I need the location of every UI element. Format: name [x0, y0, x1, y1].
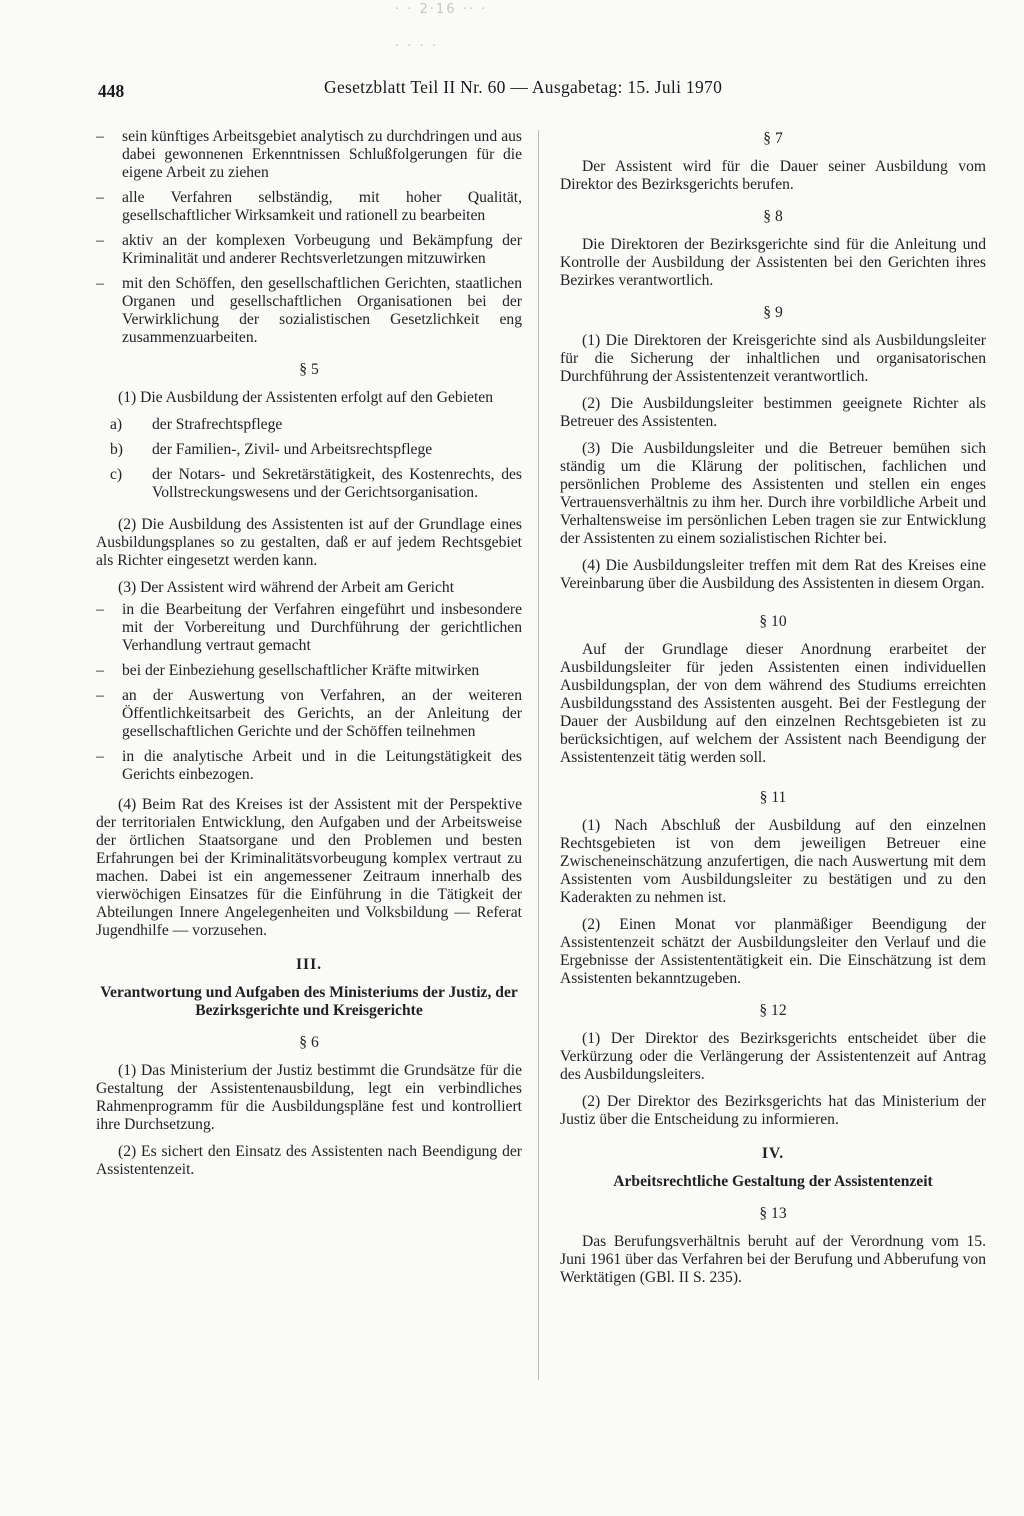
paragraph: Auf der Grundlage dieser Anordnung erarbeitet der Ausbildungsleiter für jeden Assistenten einen individuellen Ausbildungsplan, der von dem während des Studiums erreichten Ausbildungsstand des Assistenten ausgeht. Bei der Festlegung der Dauer der Ausbildung auf den einzelnen Rechtsgebieten ist zu berücksichtigen, auf welchem der Assistent nach Beendigung der Assistentenzeit tätig werden soll. [560, 641, 986, 766]
paragraph: (2) Die Ausbildung des Assistenten ist auf der Grundlage eines Ausbildungsplanes so zu gestalten, daß er auf jedem Rechtsgebiet als Richter eingesetzt werden kann. [96, 516, 522, 569]
list-item: – in die analytische Arbeit und in die Leitungstätigkeit des Gerichts einbezogen. [96, 748, 522, 784]
part-number: III. [295, 956, 323, 973]
list-item: – bei der Einbeziehung gesellschaftlicher Kräfte mitwirken [96, 662, 522, 680]
list-item: – sein künftiges Arbeitsgebiet analytisch zu durchdringen und aus dabei gewonnenen Erkenntnissen Schlußfolgerungen für die eigene Arbeit zu ziehen [96, 128, 522, 182]
section-heading: § 10 [759, 613, 787, 630]
list-item [96, 441, 522, 459]
section-heading: § 12 [759, 1002, 787, 1019]
paragraph: (2) Die Ausbildungsleiter bestimmen geeignete Richter als Betreuer des Assistenten. [560, 395, 986, 430]
paragraph: (3) Der Assistent wird während der Arbeit am Gericht [118, 579, 455, 596]
faint-stamp [395, 2, 545, 62]
stamp-line: · · 2·16 ·· · [395, 2, 488, 17]
paragraph: (4) Die Ausbildungsleiter treffen mit dem Rat des Kreises eine Vereinbarung über die Ausbildung des Assistenten in diesem Organ. [560, 557, 986, 592]
list-marker: b) [110, 441, 123, 458]
list-item [96, 466, 522, 502]
list-item [96, 416, 522, 434]
paragraph: Die Direktoren der Bezirksgerichte sind für die Anleitung und Kontrolle der Ausbildung der Assistenten bei den Gerichten ihres Bezirkes verantwortlich. [560, 236, 986, 289]
paragraph: (2) Einen Monat vor planmäßiger Beendigung der Assistentenzeit schätzt der Ausbildungsleiter den Verlauf und die Ergebnisse der Assistententätigkeit ein. Die Einschätzung ist dem Assistenten bekanntzugeben. [560, 916, 986, 987]
paragraph: (4) Beim Rat des Kreises ist der Assistent mit der Perspektive der territorialen Entwicklung, den Aufgaben und der Arbeitsweise der örtlichen Staatsorgane und den Problemen und besten Erfahrungen bei der Kriminalitätsvorbeugung komplex vertraut zu machen. Dabei ist ein angemessener Zeitraum innerhalb des vierwöchigen Einsatzes für die Einführung in die Tätigkeit der Abteilungen Innere Angelegenheiten und Volksbildung — Referat Jugendhilfe — vorzusehen. [96, 796, 522, 939]
section-heading: § 5 [299, 361, 319, 378]
section-heading: § 11 [759, 789, 787, 806]
right-column [560, 128, 986, 1296]
page-header [98, 77, 984, 105]
list-item-text: der Strafrechtspflege [152, 416, 283, 433]
list-item: – an der Auswertung von Verfahren, an der weiteren Öffentlichkeitsarbeit des Gerichts, an der Anleitung der gesellschaftlichen Gerichte und der Schöffen teilnehmen [96, 687, 522, 741]
paragraph: (1) Die Ausbildung der Assistenten erfolgt auf den Gebieten [118, 389, 494, 406]
section-heading: § 8 [763, 208, 783, 225]
section-heading: § 7 [763, 130, 783, 147]
list-item-text: der Familien-, Zivil- und Arbeitsrechtspflege [152, 441, 433, 458]
section-heading: § 9 [763, 304, 783, 321]
column-divider [538, 130, 539, 1380]
part-heading: Verantwortung und Aufgaben des Ministeriums der Justiz, der Bezirksgerichte und Kreisgerichte [100, 984, 518, 1019]
part-heading: Arbeitsrechtliche Gestaltung der Assistentenzeit [613, 1173, 933, 1190]
list-item-text: der Notars- und Sekretärstätigkeit, des Kostenrechts, des Vollstreckungswesens und der Gerichtsorganisation. [152, 466, 522, 501]
section-heading: § 6 [299, 1034, 319, 1051]
paragraph: Der Assistent wird für die Dauer seiner Ausbildung vom Direktor des Bezirksgerichts berufen. [560, 158, 986, 193]
list-item: – aktiv an der komplexen Vorbeugung und Bekämpfung der Kriminalität und anderer Rechtsverletzungen mitzuwirken [96, 232, 522, 268]
running-title: Gesetzblatt Teil II Nr. 60 — Ausgabetag: 15. Juli 1970 [324, 77, 723, 97]
paragraph: (2) Es sichert den Einsatz des Assistenten nach Beendigung der Assistentenzeit. [96, 1143, 522, 1178]
part-number: IV. [761, 1145, 785, 1162]
list-marker: a) [110, 416, 123, 433]
list-item: – in die Bearbeitung der Verfahren eingeführt und insbesondere mit der Vorbereitung und Durchführung der gerichtlichen Verhandlung vertraut gemacht [96, 601, 522, 655]
paragraph: (1) Die Direktoren der Kreisgerichte sind als Ausbildungsleiter für die Sicherung der inhaltlichen und organisatorischen Durchführung der Assistentenzeit verantwortlich. [560, 332, 986, 385]
page-number: 448 [98, 81, 125, 101]
stamp-line: · · · · [395, 39, 438, 54]
list-item: – mit den Schöffen, den gesellschaftlichen Gerichten, staatlichen Organen und gesellschaftlichen Organisationen bei der Verwirklichung der sozialistischen Gesetzlichkeit eng zusammenzuarbeiten. [96, 275, 522, 347]
list-item: – alle Verfahren selbständig, mit hoher Qualität, gesellschaftlicher Wirksamkeit und rationell zu bearbeiten [96, 189, 522, 225]
section-heading: § 13 [759, 1205, 787, 1222]
paragraph: (3) Die Ausbildungsleiter und die Betreuer bemühen sich ständig um die Klärung der politischen, fachlichen und persönlichen Probleme des Assistenten und stellen ein enges Vertrauensverhältnis zu ihm her. Durch ihre vorbildliche Arbeit und Verhaltensweise im persönlichen Leben tragen sie zur Entwicklung der Assistenten zu einem sozialistischen Richter bei. [560, 440, 986, 547]
left-column [96, 128, 522, 1188]
paragraph: (2) Der Direktor des Bezirksgerichts hat das Ministerium der Justiz über die Entscheidung zu informieren. [560, 1093, 986, 1128]
paragraph: (1) Das Ministerium der Justiz bestimmt die Grundsätze für die Gestaltung der Assistentenausbildung, legt ein verbindliches Rahmenprogramm für die Ausbildungspläne fest und kontrolliert ihre Durchsetzung. [96, 1062, 522, 1133]
list-marker: c) [110, 466, 123, 483]
paragraph: (1) Nach Abschluß der Ausbildung auf den einzelnen Rechtsgebieten ist von dem jeweiligen Betreuer eine Zwischeneinschätzung anzufertigen, die nach Auswertung mit dem Assistenten vom Ausbildungsleiter zu bestätigen und zu den Kaderakten zu nehmen ist. [560, 817, 986, 906]
paragraph: (1) Der Direktor des Bezirksgerichts entscheidet über die Verkürzung oder die Verlängerung der Assistentenzeit auf Antrag des Ausbildungsleiters. [560, 1030, 986, 1083]
paragraph: Das Berufungsverhältnis beruht auf der Verordnung vom 15. Juni 1961 über das Verfahren bei der Berufung und Abberufung von Werktätigen (GBl. II S. 235). [560, 1233, 986, 1286]
